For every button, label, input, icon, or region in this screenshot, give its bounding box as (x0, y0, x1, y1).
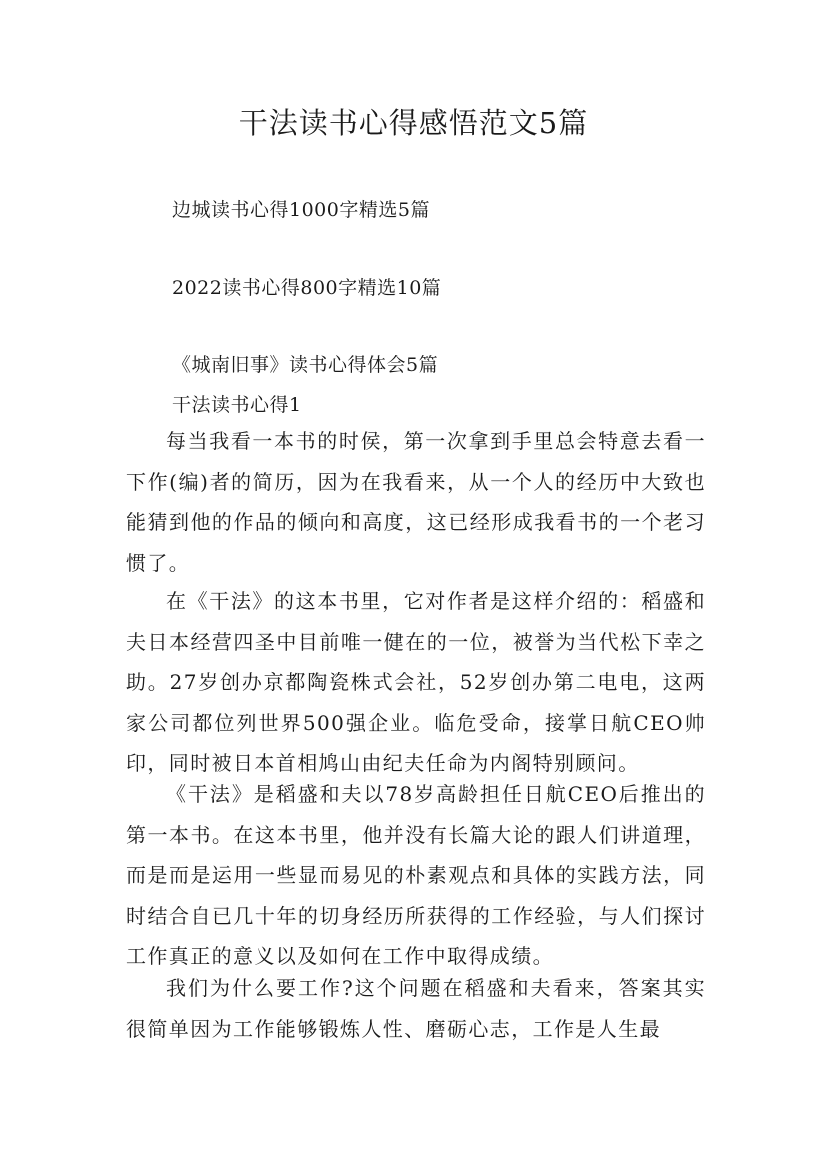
related-article-link[interactable]: 2022读书心得800字精选10篇 (172, 277, 442, 299)
related-article-link[interactable]: 边城读书心得1000字精选5篇 (172, 199, 430, 221)
body-paragraph: 每当我看一本书的时侯，第一次拿到手里总会特意去看一下作(编)者的简历，因为在我看来，从一个人的经历中大致也能猜到他的作品的倾向和高度，这已经形成我看书的一个老习惯了。 (126, 429, 706, 575)
section-heading: 干法读书心得1 (172, 394, 302, 416)
document-title: 干法读书心得感悟范文5篇 (238, 106, 589, 140)
related-article-link[interactable]: 《城南旧事》读书心得体会5篇 (172, 354, 439, 376)
body-paragraph: 我们为什么要工作?这个问题在稻盛和夫看来，答案其实很简单因为工作能够锻炼人性、磨砺心志，工作是人生最 (126, 976, 706, 1041)
body-paragraph: 在《干法》的这本书里，它对作者是这样介绍的：稻盛和夫日本经营四圣中目前唯一健在的一位，被誉为当代松下幸之助。27岁创办京都陶瓷株式会社，52岁创办第二电电，这两家公司都位列世界500强企业。临危受命，接掌日航CEO帅印，同时被日本首相鸠山由纪夫任命为内阁特别顾问。 (126, 589, 706, 775)
body-paragraph: 《干法》是稻盛和夫以78岁高龄担任日航CEO后推出的第一本书。在这本书里，他并没有长篇大论的跟人们讲道理，而是而是运用一些显而易见的朴素观点和具体的实践方法，同时结合自已几十年的切身经历所获得的工作经验，与人们探讨工作真正的意义以及如何在工作中取得成绩。 (126, 782, 706, 968)
